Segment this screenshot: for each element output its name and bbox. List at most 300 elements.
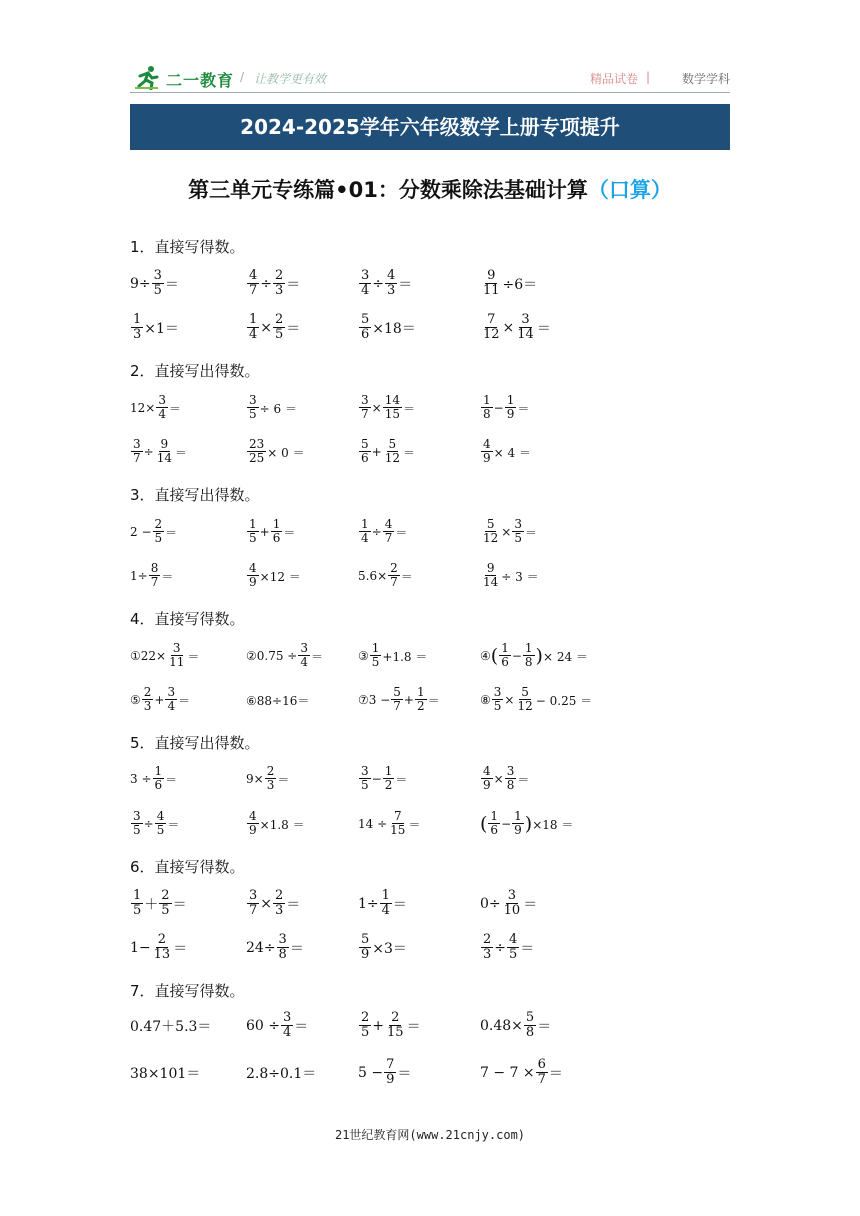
denominator: 5 xyxy=(154,531,163,546)
expression-text: ＝ xyxy=(397,1066,412,1082)
expression-text: × xyxy=(260,320,273,336)
expression-text: 0÷ xyxy=(480,896,501,912)
denominator: 4 xyxy=(381,903,390,919)
fraction xyxy=(149,562,161,590)
expression-text: × xyxy=(371,401,382,415)
fraction xyxy=(273,889,285,919)
numerator: 3 xyxy=(283,1009,292,1025)
numerator: 5 xyxy=(525,1009,535,1025)
numerator: 5 xyxy=(486,517,495,531)
denominator: 11 xyxy=(169,655,185,670)
problem-6-4 xyxy=(480,884,537,924)
numerator: 7 xyxy=(487,311,496,327)
denominator: 14 xyxy=(483,575,499,590)
expression-text: ÷ xyxy=(371,525,382,539)
denominator: 5 xyxy=(161,903,170,919)
expression-text: ＋ xyxy=(144,897,159,913)
denominator: 12 xyxy=(483,531,499,546)
fraction xyxy=(247,562,259,590)
problem-4-7 xyxy=(358,680,440,720)
numerator: 2 xyxy=(154,517,163,531)
denominator: 5 xyxy=(133,823,141,838)
denominator: 5 xyxy=(509,947,518,963)
denominator: 5 xyxy=(275,327,284,343)
expression-text: − xyxy=(501,817,512,831)
numerator: 4 xyxy=(483,437,491,451)
logo-text: 二一教育 xyxy=(166,71,235,90)
denominator: 9 xyxy=(249,823,257,838)
denominator: 3 xyxy=(387,283,396,299)
numerator: 4 xyxy=(249,809,257,823)
expression-text: ÷ xyxy=(143,445,154,459)
numerator: 1 xyxy=(501,641,509,655)
expression-text: ①22× xyxy=(130,649,167,663)
fraction xyxy=(155,438,174,466)
denominator: 7 xyxy=(384,531,393,546)
expression-text: ÷ 3 ＝ xyxy=(501,569,539,584)
denominator: 7 xyxy=(537,1072,546,1088)
expression-text: ×18 ＝ xyxy=(532,817,574,832)
expression-text: × 24 ＝ xyxy=(542,649,588,664)
denominator: 4 xyxy=(300,655,308,670)
problem-4-3 xyxy=(358,636,427,676)
problem-3-2 xyxy=(246,512,295,552)
denominator: 6 xyxy=(272,531,281,546)
denominator: 14 xyxy=(156,451,172,466)
denominator: 5 xyxy=(361,1025,370,1041)
runner-logo-icon xyxy=(134,64,160,90)
question-heading-6: 6．直接写得数。 xyxy=(130,858,245,876)
numerator: 1 xyxy=(361,517,369,531)
denominator: 5 xyxy=(249,531,257,546)
problem-1-8 xyxy=(480,308,551,348)
denominator: 2 xyxy=(416,699,425,714)
problem-6-5 xyxy=(130,928,187,968)
problem-5-8 xyxy=(480,804,573,844)
page-title xyxy=(0,174,860,204)
numerator: 2 xyxy=(391,1009,400,1025)
fraction xyxy=(481,313,502,343)
fraction xyxy=(273,313,285,343)
fraction xyxy=(142,686,154,714)
fraction xyxy=(507,933,519,963)
denominator: 5 xyxy=(156,823,165,838)
expression-text: + xyxy=(403,693,414,707)
numerator: 2 xyxy=(266,764,275,778)
expression-text: × 4 ＝ xyxy=(493,445,531,460)
problem-7-2 xyxy=(246,1006,308,1046)
denominator: 9 xyxy=(506,407,515,422)
expression-text: +1.8 ＝ xyxy=(382,649,428,664)
expression-text: ＝ xyxy=(427,693,440,708)
expression-text: × 0 ＝ xyxy=(267,445,305,460)
denominator: 4 xyxy=(361,531,369,546)
denominator: 6 xyxy=(501,655,509,670)
expression-text: ＝ xyxy=(174,445,187,460)
expression-text: 1− xyxy=(130,940,151,956)
numerator: 3 xyxy=(172,641,181,655)
numerator: 1 xyxy=(381,887,390,903)
problem-3-6 xyxy=(246,556,301,596)
fraction xyxy=(247,313,259,343)
problem-2-8 xyxy=(480,432,531,472)
expression-text: 9÷ xyxy=(130,276,151,292)
fraction xyxy=(499,642,511,670)
question-heading-4: 4．直接写得数。 xyxy=(130,610,245,628)
denominator: 5 xyxy=(249,407,257,422)
denominator: 11 xyxy=(483,283,500,299)
numerator: 3 xyxy=(133,437,141,451)
numerator: 3 xyxy=(361,267,370,283)
problem-3-8 xyxy=(480,556,539,596)
numerator: 1 xyxy=(514,809,522,823)
numerator: 2 xyxy=(143,685,152,699)
expression-text: ＝ xyxy=(392,897,407,913)
expression-text: − xyxy=(493,401,504,415)
denominator: 12 xyxy=(483,327,500,343)
problem-6-7 xyxy=(358,928,407,968)
fraction xyxy=(388,562,400,590)
numerator: 2 xyxy=(275,311,284,327)
expression-text: × xyxy=(493,772,504,786)
expression-text: ×18＝ xyxy=(372,321,416,337)
problem-5-4 xyxy=(480,759,529,799)
fraction xyxy=(165,686,177,714)
problem-6-6 xyxy=(246,928,304,968)
expression-text: + xyxy=(372,1018,385,1034)
question-heading-5: 5．直接写出得数。 xyxy=(130,734,260,752)
fraction xyxy=(385,1011,406,1041)
problem-1-5 xyxy=(130,308,179,348)
fraction xyxy=(515,686,534,714)
expression-text: − 0.25 ＝ xyxy=(535,693,593,708)
numerator: 1 xyxy=(133,311,142,327)
header-slogan: 让教学更有效 xyxy=(254,72,327,86)
problem-7-5 xyxy=(130,1053,200,1093)
numerator: 1 xyxy=(371,641,380,655)
fraction xyxy=(131,810,143,838)
fraction xyxy=(481,438,493,466)
denominator: 9 xyxy=(483,451,491,466)
problem-2-4 xyxy=(480,388,529,428)
expression-text: ＝ xyxy=(400,569,413,584)
expression-text: × xyxy=(504,693,515,707)
denominator: 6 xyxy=(490,823,499,838)
denominator: 5 xyxy=(361,778,369,793)
expression-text: ＝ xyxy=(406,1019,421,1035)
numerator: 1 xyxy=(133,887,142,903)
denominator: 9 xyxy=(249,575,257,590)
expression-text: × xyxy=(502,320,515,336)
fraction xyxy=(359,933,371,963)
problem-4-1 xyxy=(130,636,199,676)
expression-text: ＝ xyxy=(168,401,181,416)
expression-text: ＝ xyxy=(283,525,296,540)
title-banner: 2024-2025学年六年级数学上册专项提升 xyxy=(130,104,730,150)
expression-text: + xyxy=(371,445,382,459)
numerator: 3 xyxy=(133,809,141,823)
denominator: 3 xyxy=(133,327,142,343)
expression-text: 0.47＋5.3＝ xyxy=(130,1019,212,1035)
fraction xyxy=(155,810,167,838)
expression-text: ＝ xyxy=(523,897,538,913)
denominator: 8 xyxy=(483,407,491,422)
denominator: 7 xyxy=(361,407,369,422)
expression-text: ＝ xyxy=(289,941,304,957)
numerator: 2 xyxy=(161,887,170,903)
numerator: 3 xyxy=(167,685,176,699)
denominator: 7 xyxy=(249,283,258,299)
fraction xyxy=(359,1011,371,1041)
expression-text: ＝ xyxy=(167,817,180,832)
expression-text: 12× xyxy=(130,401,156,415)
fraction xyxy=(131,313,143,343)
numerator: 3 xyxy=(249,887,258,903)
expression-text: ÷ xyxy=(494,940,507,956)
expression-text: ＝ xyxy=(395,772,408,787)
question-heading-2: 2．直接写出得数。 xyxy=(130,362,260,380)
fraction xyxy=(247,889,259,919)
denominator: 7 xyxy=(390,575,398,590)
expression-text: ＝ xyxy=(402,401,415,416)
expression-text: ＝ xyxy=(187,649,200,664)
problem-3-1 xyxy=(130,512,177,552)
expression-text: ÷ 6 ＝ xyxy=(259,401,297,416)
expression-text: 1÷ xyxy=(130,569,148,583)
fraction xyxy=(281,1011,293,1041)
fraction xyxy=(153,765,165,793)
expression-text: ④ xyxy=(480,649,491,663)
numerator: 1 xyxy=(506,393,515,407)
title-main: 第三单元专练篇•01：分数乘除法基础计算 xyxy=(188,178,588,202)
fraction xyxy=(515,313,536,343)
expression-text: 38×101＝ xyxy=(130,1066,201,1082)
numerator: 4 xyxy=(387,267,396,283)
expression-text: ＝ xyxy=(398,277,413,293)
expression-text: ＝ xyxy=(178,693,191,708)
denominator: 5 xyxy=(133,903,142,919)
numerator: 4 xyxy=(249,267,258,283)
denominator: 9 xyxy=(483,778,491,793)
expression-text: 14 ÷ xyxy=(358,817,388,831)
numerator: 3 xyxy=(521,311,530,327)
problem-7-7 xyxy=(358,1053,411,1093)
numerator: 2 xyxy=(361,1009,370,1025)
expression-text: ＝ xyxy=(402,445,415,460)
expression-text: ＝ xyxy=(161,569,174,584)
page-footer: 21世纪教育网(www.21cnjy.com) xyxy=(334,1128,526,1142)
expression-text: ( xyxy=(480,812,488,835)
numerator: 5 xyxy=(361,931,370,947)
denominator: 6 xyxy=(154,778,163,793)
problem-5-6 xyxy=(246,804,305,844)
expression-text: × xyxy=(260,896,273,912)
expression-text: ⑧ xyxy=(480,693,491,707)
fraction xyxy=(388,810,407,838)
fraction xyxy=(524,1011,536,1041)
fraction xyxy=(159,889,171,919)
expression-text: ＝ xyxy=(286,277,301,293)
fraction xyxy=(247,394,259,422)
expression-text: × xyxy=(501,525,512,539)
denominator: 3 xyxy=(275,283,284,299)
problem-4-5 xyxy=(130,680,190,720)
question-heading-1: 1．直接写得数。 xyxy=(130,238,245,256)
expression-text: 5 − xyxy=(358,1065,384,1081)
fraction xyxy=(384,1058,396,1088)
fraction xyxy=(359,765,371,793)
expression-text: ＝ xyxy=(311,649,324,664)
numerator: 5 xyxy=(388,437,397,451)
expression-text: ＝ xyxy=(395,525,408,540)
problem-4-4 xyxy=(480,636,588,676)
expression-text: ＝ xyxy=(517,401,530,416)
numerator: 5 xyxy=(361,311,370,327)
denominator: 4 xyxy=(283,1025,292,1041)
numerator: 1 xyxy=(154,764,163,778)
problem-5-5 xyxy=(130,804,179,844)
denominator: 3 xyxy=(275,903,284,919)
fraction xyxy=(385,269,397,299)
numerator: 5 xyxy=(393,685,401,699)
problem-1-4 xyxy=(480,264,537,304)
numerator: 1 xyxy=(490,809,499,823)
numerator: 1 xyxy=(272,517,281,531)
expression-text: ＝ xyxy=(517,772,530,787)
fraction xyxy=(359,438,371,466)
numerator: 3 xyxy=(361,764,369,778)
denominator: 15 xyxy=(384,407,400,422)
numerator: 3 xyxy=(249,393,257,407)
numerator: 7 xyxy=(393,809,402,823)
fraction xyxy=(488,810,500,838)
expression-text: ÷ xyxy=(372,276,385,292)
expression-text: − xyxy=(511,649,522,663)
problem-4-2 xyxy=(246,636,323,676)
fraction xyxy=(512,518,524,546)
numerator: 14 xyxy=(384,393,400,407)
numerator: 3 xyxy=(506,764,515,778)
problem-4-8 xyxy=(480,680,592,720)
fraction xyxy=(152,269,164,299)
numerator: 4 xyxy=(156,809,165,823)
problem-2-1 xyxy=(130,388,181,428)
denominator: 4 xyxy=(167,699,176,714)
problem-2-5 xyxy=(130,432,187,472)
denominator: 9 xyxy=(361,947,370,963)
expression-text: ) xyxy=(535,644,543,667)
expression-text: ×1.8 ＝ xyxy=(259,817,305,832)
fraction xyxy=(512,810,524,838)
fraction xyxy=(247,810,259,838)
fraction xyxy=(247,269,259,299)
denominator: 3 xyxy=(143,699,152,714)
expression-text: ＝ xyxy=(277,772,290,787)
fraction xyxy=(153,518,165,546)
denominator: 9 xyxy=(514,823,522,838)
expression-text: ( xyxy=(490,644,499,667)
denominator: 12 xyxy=(517,699,533,714)
denominator: 12 xyxy=(384,451,400,466)
fraction xyxy=(359,518,371,546)
denominator: 4 xyxy=(361,283,370,299)
expression-text: ÷6＝ xyxy=(502,277,538,293)
expression-text: ②0.75 ÷ xyxy=(246,649,298,663)
fraction xyxy=(505,765,517,793)
numerator: 4 xyxy=(249,561,257,575)
expression-text: ×3＝ xyxy=(372,941,407,957)
numerator: 2 xyxy=(157,931,167,947)
denominator: 8 xyxy=(524,655,533,670)
problem-6-2 xyxy=(246,884,300,924)
expression-text: 24÷ xyxy=(246,940,276,956)
question-heading-7: 7．直接写得数。 xyxy=(130,982,245,1000)
fraction xyxy=(391,686,403,714)
expression-text: ⑦3 − xyxy=(358,693,391,707)
fraction xyxy=(481,562,500,590)
denominator: 3 xyxy=(266,778,275,793)
fraction xyxy=(298,642,310,670)
expression-text: ＝ xyxy=(408,817,421,832)
denominator: 5 xyxy=(514,531,522,546)
numerator: 3 xyxy=(158,393,166,407)
fraction xyxy=(481,765,493,793)
fraction xyxy=(383,438,402,466)
expression-text: ＝ xyxy=(524,525,537,540)
expression-text: ) xyxy=(524,812,533,835)
numerator: 3 xyxy=(361,393,369,407)
expression-text: − xyxy=(371,772,382,786)
fraction xyxy=(523,642,535,670)
numerator: 23 xyxy=(249,437,265,451)
denominator: 7 xyxy=(249,903,258,919)
title-highlight: （口算） xyxy=(587,178,672,202)
expression-text: + xyxy=(259,525,270,539)
fraction xyxy=(271,518,283,546)
fraction xyxy=(359,313,371,343)
expression-text: 5.6× xyxy=(358,569,388,583)
denominator: 5 xyxy=(493,699,502,714)
fraction xyxy=(359,394,371,422)
fraction xyxy=(383,394,402,422)
fraction xyxy=(359,269,371,299)
numerator: 7 xyxy=(386,1056,395,1072)
denominator: 5 xyxy=(153,283,162,299)
denominator: 5 xyxy=(371,655,380,670)
fraction xyxy=(167,642,186,670)
expression-text: ③ xyxy=(358,649,369,663)
problem-4-6 xyxy=(246,680,309,720)
numerator: 9 xyxy=(487,267,496,283)
problem-1-7 xyxy=(358,308,416,348)
numerator: 1 xyxy=(524,641,533,655)
problem-1-1 xyxy=(130,264,179,304)
numerator: 4 xyxy=(483,764,491,778)
expression-text: ×12 ＝ xyxy=(259,569,301,584)
problem-1-3 xyxy=(358,264,412,304)
problem-2-3 xyxy=(358,388,415,428)
numerator: 2 xyxy=(483,931,492,947)
denominator: 8 xyxy=(506,778,515,793)
fraction xyxy=(156,394,168,422)
denominator: 8 xyxy=(278,947,287,963)
problem-6-1 xyxy=(130,884,187,924)
fraction xyxy=(481,933,493,963)
numerator: 3 xyxy=(514,517,522,531)
problem-3-5 xyxy=(130,556,173,596)
fraction xyxy=(265,765,277,793)
numerator: 4 xyxy=(384,517,393,531)
